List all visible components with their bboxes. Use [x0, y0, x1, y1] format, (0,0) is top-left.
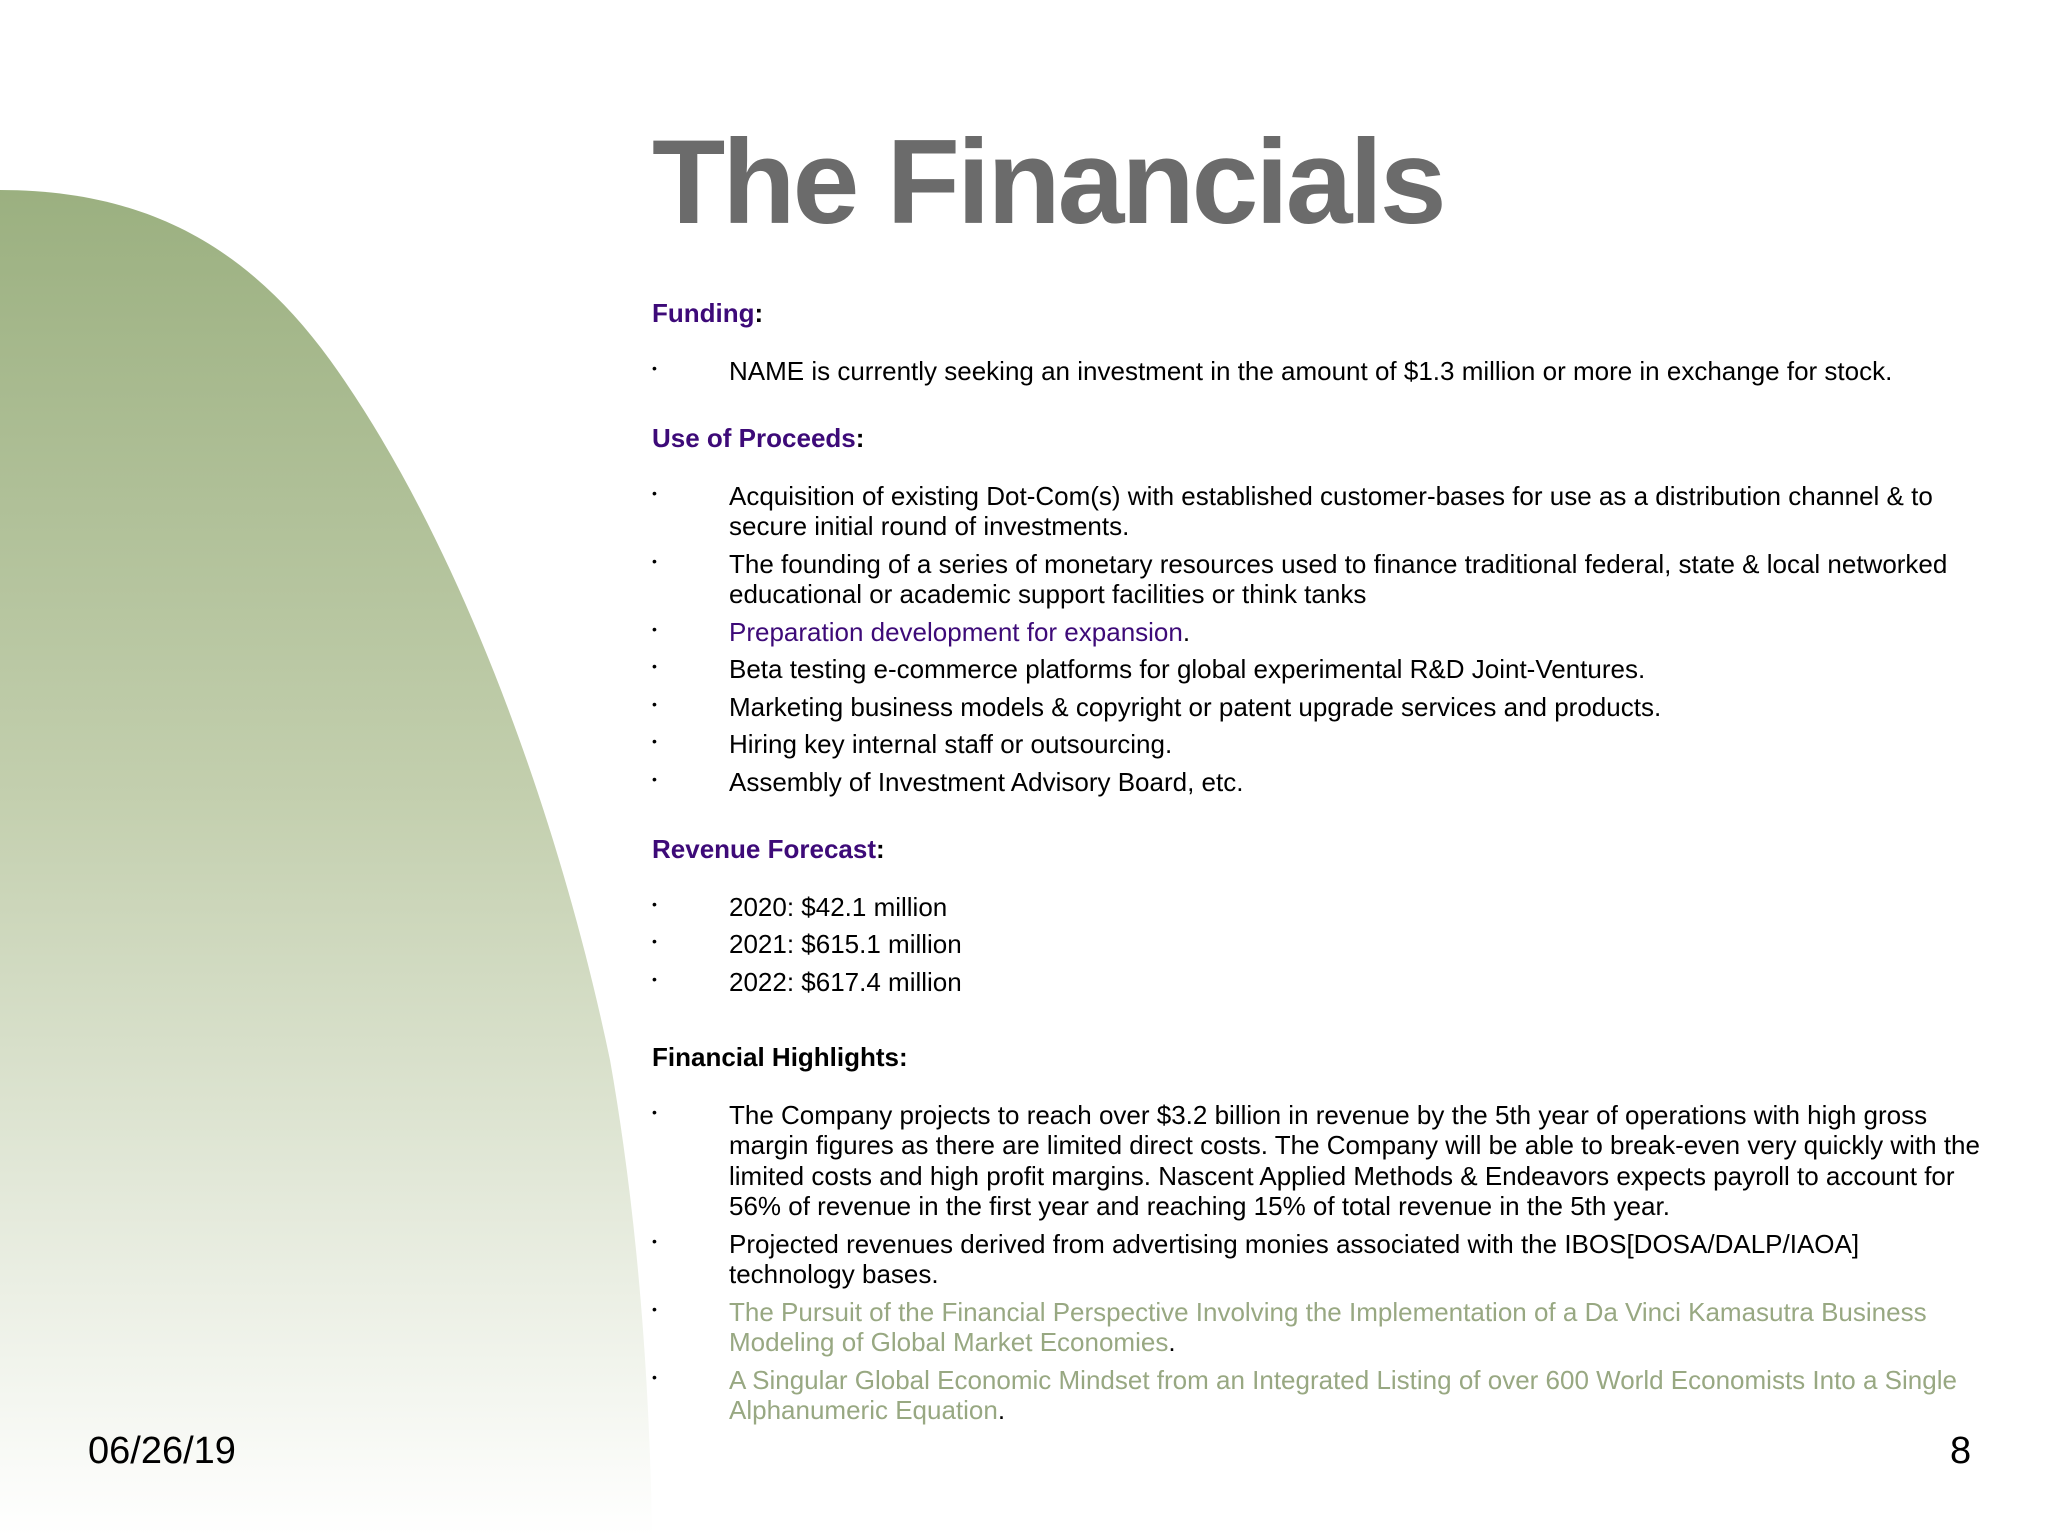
bullet-icon: •	[652, 933, 657, 949]
slide-page-number: 8	[1950, 1430, 1972, 1472]
slide-body	[652, 298, 1992, 1426]
bullet-icon: •	[652, 1103, 657, 1120]
bullet-icon: •	[652, 770, 657, 787]
slide-title: The Financials	[652, 115, 1444, 249]
revenue-heading: Revenue Forecast:	[652, 834, 885, 864]
list-item: • Preparation development for expansion.	[652, 616, 1191, 647]
bullet-icon: •	[652, 970, 657, 987]
bullet-icon: •	[652, 658, 657, 674]
list-item: • Hiring key internal staff or outsourcing.	[652, 729, 1173, 759]
bullet-icon: •	[652, 695, 657, 712]
funding-list	[652, 356, 1992, 387]
bullet-icon: •	[652, 552, 657, 569]
bullet-icon: •	[652, 895, 657, 912]
list-item: • 2020: $42.1 million	[652, 891, 948, 922]
list-item: • A Singular Global Economic Mindset from an Integrated Listing of over 600 World Economists Into a Single Alphanumeric Equation.	[652, 1364, 1957, 1425]
highlights-heading: Financial Highlights:	[652, 1042, 908, 1072]
list-item: • Marketing business models & copyright or patent upgrade services and products.	[652, 691, 1662, 722]
da-vinci-link[interactable]: The Pursuit of the Financial Perspective Involving the Implementation of a Da Vinci Kamasutra Business Modeling of Global Market Economies	[729, 1296, 1927, 1357]
global-mindset-link[interactable]: A Singular Global Economic Mindset from an Integrated Listing of over 600 World Economists Into a Single Alphanumeric Equation	[729, 1364, 1957, 1425]
list-item: • Projected revenues derived from advertising monies associated with the IBOS[DOSA/DALP/IAOA] technology bases.	[652, 1228, 1860, 1289]
list-item: • 2022: $617.4 million	[652, 966, 962, 997]
expansion-link[interactable]: Preparation development for expansion	[729, 616, 1183, 647]
slide-date: 06/26/19	[88, 1430, 236, 1472]
list-item: • NAME is currently seeking an investment in the amount of $1.3 million or more in exchange for stock.	[652, 355, 1893, 386]
bullet-icon: •	[652, 733, 657, 749]
list-item: • Beta testing e-commerce platforms for global experimental R&D Joint-Ventures.	[652, 654, 1646, 684]
bullet-icon: •	[652, 1300, 657, 1317]
bullet-icon: •	[652, 1368, 657, 1385]
bullet-icon: •	[652, 1232, 657, 1249]
list-item: • The Company projects to reach over $3.2 billion in revenue by the 5th year of operations with high gross margin figures as there are limited direct costs. The Company will be able to break-even very quickly with the limited costs and high profit margins. Nascent Applied Methods & Endeavors expects payroll to account for 56% of revenue in the first year and reaching 15% of total revenue in the 5th year.	[652, 1099, 1980, 1221]
list-item: • The Pursuit of the Financial Perspective Involving the Implementation of a Da Vinci Kamasutra Business Modeling of Global Market Economies.	[652, 1296, 1927, 1357]
bullet-icon: •	[652, 359, 657, 376]
proceeds-list	[652, 481, 1992, 798]
list-item: • Acquisition of existing Dot-Com(s) with established customer-bases for use as a distribution channel & to secure initial round of investments.	[652, 480, 1933, 541]
bullet-icon: •	[652, 620, 657, 637]
proceeds-heading: Use of Proceeds:	[652, 423, 865, 453]
revenue-list	[652, 892, 1992, 998]
list-item: • Assembly of Investment Advisory Board, etc.	[652, 766, 1244, 797]
bullet-icon: •	[652, 484, 657, 501]
highlights-list	[652, 1100, 1992, 1426]
list-item: • 2021: $615.1 million	[652, 929, 962, 959]
funding-heading: Funding:	[652, 298, 764, 328]
list-item: • The founding of a series of monetary resources used to finance traditional federal, state & local networked educational or academic support facilities or think tanks	[652, 548, 1948, 609]
